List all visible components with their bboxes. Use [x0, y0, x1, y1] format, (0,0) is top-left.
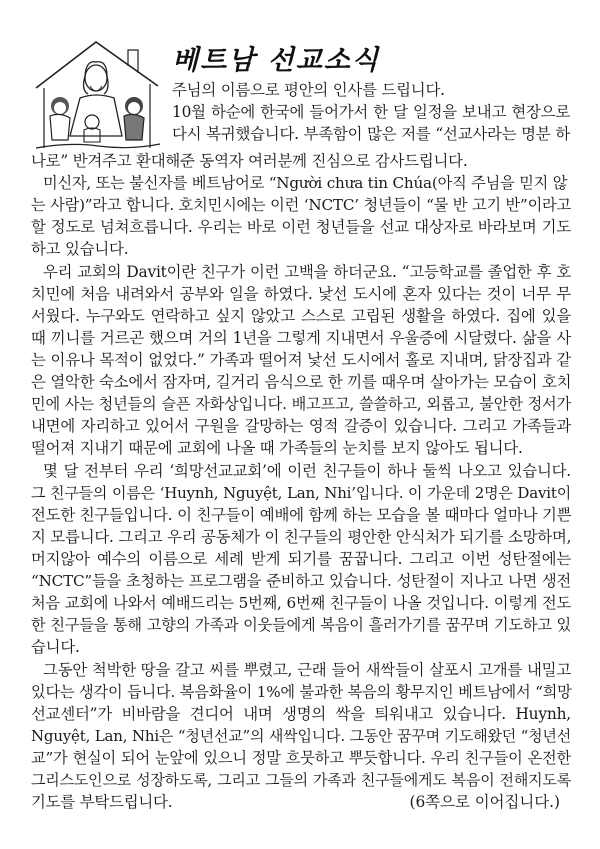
- paragraph-line: 는 사람)”라고 합니다. 호치민시에는 이런 ‘NCTC’ 청년들이 “물 반 고기 반”이라고: [31, 196, 571, 214]
- page-title: 베트남 선교소식: [172, 45, 380, 76]
- paragraph-line: 때 끼니를 거르곤 했으며 거의 1년을 그렇게 지내면서 우울증에 시달렸다. 삶을 사: [31, 329, 571, 347]
- paragraph-line: “NCTC”들을 초청하는 프로그램을 준비하고 있습니다. 성탄절이 지나고 나면 생전: [31, 572, 571, 590]
- paragraph-line: 그 친구들의 이름은 ‘Huynh, Nguyệt, Lan, Nhi’입니다. 이 가운데 2명은 Davit이: [31, 484, 571, 502]
- paragraph-line: 우리 교회의 Davit이란 친구가 이런 고백을 하더군요. “고등학교를 졸업한 후 호: [43, 263, 571, 281]
- paragraph-line: 그동안 척박한 땅을 갈고 씨를 뿌렸고, 근래 들어 새싹들이 살포시 고개를 내밀고: [43, 661, 571, 679]
- paragraph-line: 는 이유나 목적이 없었다.” 가족과 떨어져 낯선 도시에서 홀로 지내며, 닭장집과 같: [31, 351, 571, 369]
- paragraph-line: 습니다.: [31, 638, 80, 656]
- paragraph-line: 전도한 친구들입니다. 이 친구들이 예배에 함께 하는 모습을 볼 때마다 얼마나 기쁜: [31, 506, 572, 524]
- paragraph-line: 내면에 자리하고 있어서 구원을 갈망하는 영적 갈증이 있습니다. 그리고 가족들과: [31, 417, 571, 435]
- paragraph-line: 주님의 이름으로 평안의 인사를 드립니다.: [172, 81, 445, 99]
- paragraph-line: 교”가 현실이 되어 눈앞에 있으니 정말 흐뭇하고 뿌듯합니다. 우리 친구들이 온전한: [31, 749, 571, 767]
- paragraph-line: 10월 하순에 한국에 들어가서 한 달 일정을 보내고 현장으로: [172, 103, 570, 121]
- paragraph-line: 하고 있습니다.: [31, 240, 129, 258]
- paragraph-line: 기도를 부탁드립니다.: [31, 793, 173, 811]
- paragraph-line: 몇 달 전부터 우리 ‘희망선교교회’에 이런 친구들이 하나 둘씩 나오고 있습니다.: [43, 462, 571, 480]
- continuation-note: (6쪽으로 이어집니다.): [409, 793, 560, 811]
- paragraph-line: 할 정도로 넘쳐흐릅니다. 우리는 바로 이런 청년들을 선교 대상자로 바라보며 기도: [31, 218, 571, 236]
- paragraph-line: 떨어져 지내기 때문에 교회에 나올 때 가족들의 눈치를 보지 않아도 됩니다.: [31, 439, 523, 457]
- paragraph-line: 선교센터”가 비바람을 견디어 내며 생명의 싹을 틔워내고 있습니다. Huynh,: [31, 705, 571, 723]
- paragraph-line: 미신자, 또는 불신자를 베트남어로 “Người chưa tin Chúa(아직 주님을 믿지 않: [43, 174, 568, 192]
- paragraph-line: 민에 사는 청년들의 슬픈 자화상입니다. 배고프고, 쓸쓸하고, 외롭고, 불안한 정서가: [31, 395, 571, 413]
- paragraph-line: 그리스도인으로 성장하도록, 그리고 그들의 가족과 친구들에게도 복음이 전해지도록: [31, 771, 571, 789]
- paragraph-line: 있다는 생각이 듭니다. 복음화율이 1%에 불과한 복음의 황무지인 베트남에서 “희망: [31, 683, 572, 701]
- jesus-with-children-house-drawing: [30, 36, 166, 154]
- paragraph-line: 머지않아 예수의 이름으로 세례 받게 되기를 꿈꿉니다. 그리고 이번 성탄절에는: [31, 550, 571, 568]
- paragraph-line: 한 친구들을 통해 고향의 가족과 이웃들에게 복음이 흘러가기를 꿈꾸며 기도하고 있: [31, 616, 571, 634]
- paragraph-line: 지 모릅니다. 그리고 우리 공동체가 이 친구들의 평안한 안식처가 되기를 소망하며,: [31, 528, 572, 546]
- paragraph-line: Nguyệt, Lan, Nhi은 “청년선교”의 새싹입니다. 그동안 꿈꾸며 기도해왔던 “청년선: [31, 727, 571, 745]
- paragraph-line: 치민에 처음 내려와서 공부와 일을 하였다. 낯선 도시에 혼자 있다는 것이 너무 무: [31, 285, 571, 303]
- paragraph-line: 서웠다. 누구와도 연락하고 싶지 않았고 스스로 고립된 생활을 하였다. 집에 있을: [31, 307, 571, 325]
- paragraph-line: 은 열악한 숙소에서 잠자며, 길거리 음식으로 한 끼를 때우며 살아가는 모습이 호치: [31, 373, 572, 391]
- paragraph-line: 나로” 반겨주고 환대해준 동역자 여러분께 진심으로 감사드립니다.: [31, 152, 468, 170]
- paragraph-line: 처음 교회에 나와서 예배드리는 5번째, 6번째 친구들이 나올 것입니다. 이렇게 전도: [31, 594, 571, 612]
- paragraph-line: 다시 복귀했습니다. 부족함이 많은 저를 “선교사라는 명분 하: [172, 125, 570, 143]
